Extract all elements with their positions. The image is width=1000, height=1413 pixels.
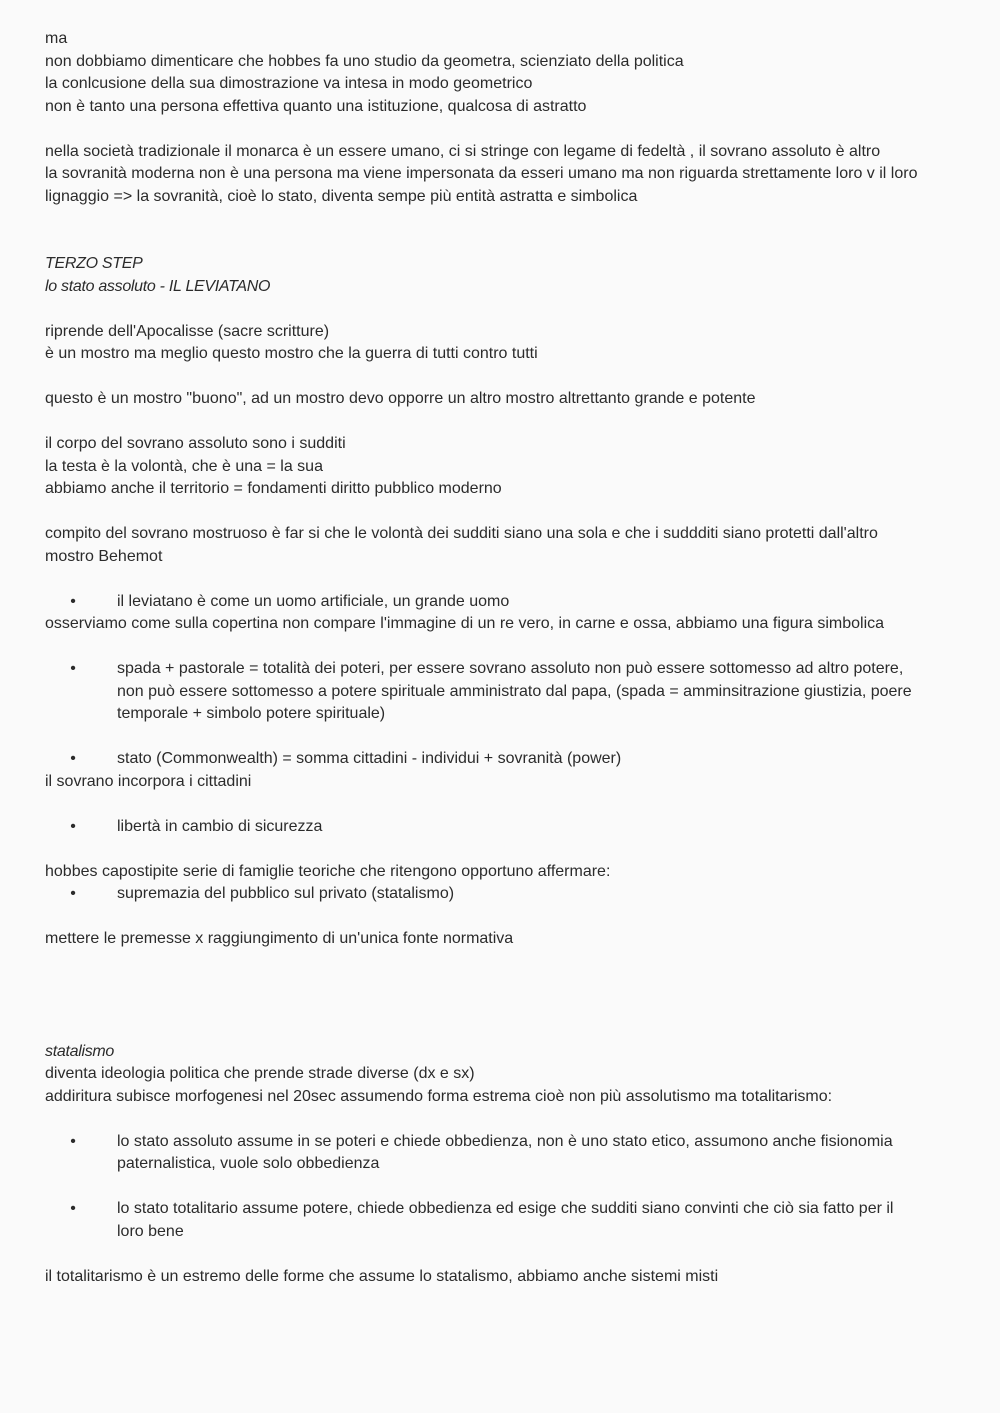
text-line: diventa ideologia politica che prende strade diverse (dx e sx) bbox=[45, 1065, 475, 1082]
spacer bbox=[45, 951, 960, 1041]
spacer bbox=[45, 726, 960, 749]
list-item bbox=[45, 816, 960, 839]
text-line: mettere le premesse x raggiungimento di un'unica fonte normativa bbox=[45, 930, 514, 947]
bullet-icon: • bbox=[70, 592, 76, 610]
list-item-text-line: paternalistica, vuole solo obbedienza bbox=[117, 1155, 380, 1172]
paragraph-corpo-sovrano bbox=[45, 433, 960, 501]
list-item-text-line: loro bene bbox=[117, 1222, 184, 1240]
spacer bbox=[45, 366, 960, 389]
list-item-text-line: non può essere sottomesso a potere spirituale amministrato dal papa, (spada = amminsitrazione giustizia, poere bbox=[117, 682, 912, 700]
bullet-icon: • bbox=[70, 750, 76, 767]
list-item-text: stato (Commonwealth) = somma cittadini - individui + sovranità (power) bbox=[117, 750, 622, 767]
list-item-text-line: temporale + simbolo potere spirituale) bbox=[117, 705, 386, 722]
list-item bbox=[45, 748, 960, 771]
text-line: il sovrano incorpora i cittadini bbox=[45, 772, 252, 790]
bullet-icon: • bbox=[70, 1132, 76, 1150]
list-item-text-line: lo stato totalitario assume potere, chiede obbedienza ed esige che sudditi siano convinti che ciò sia fatto per il bbox=[117, 1200, 894, 1217]
text-line: lignaggio => la sovranità, cioè lo stato, diventa sempe più entità astratta e simbolica bbox=[45, 187, 638, 205]
text-line: è un mostro ma meglio questo mostro che la guerra di tutti contro tutti bbox=[45, 345, 538, 362]
text-line: ma bbox=[45, 30, 68, 47]
spacer bbox=[45, 636, 960, 659]
list-item-text: il leviatano è come un uomo artificiale, un grande uomo bbox=[117, 592, 510, 610]
spacer bbox=[45, 501, 960, 524]
text-line: hobbes capostipite serie di famiglie teoriche che ritengono opportuno affermare: bbox=[45, 862, 611, 880]
text-line: non è tanto una persona effettiva quanto una istituzione, qualcosa di astratto bbox=[45, 97, 587, 115]
spacer bbox=[45, 118, 960, 141]
text-line: addiritura subisce morfogenesi nel 20sec assumendo forma estrema cioè non più assolutismo ma totalitarismo: bbox=[45, 1087, 833, 1105]
text-line: nella società tradizionale il monarca è un essere umano, ci si stringe con legame di fedeltà , il sovrano assoluto è altro bbox=[45, 142, 881, 160]
list-item bbox=[45, 1198, 960, 1243]
spacer bbox=[45, 208, 960, 253]
text-line: il corpo del sovrano assoluto sono i sudditi bbox=[45, 435, 346, 452]
spacer bbox=[45, 568, 960, 591]
document-page bbox=[45, 28, 960, 1288]
text-line: riprende dell'Apocalisse (sacre scritture) bbox=[45, 322, 330, 340]
paragraph-apocalisse bbox=[45, 321, 960, 366]
bullet-icon: • bbox=[70, 885, 76, 902]
spacer bbox=[45, 1243, 960, 1266]
spacer bbox=[45, 838, 960, 861]
spacer bbox=[45, 1108, 960, 1131]
text-line: la sovranità moderna non è una persona ma viene impersonata da esseri umano ma non riguarda strettamente loro v il loro bbox=[45, 165, 918, 182]
section-heading-terzo-step bbox=[45, 253, 960, 298]
spacer bbox=[45, 793, 960, 816]
paragraph-intro bbox=[45, 28, 960, 118]
heading-line: TERZO STEP bbox=[45, 255, 143, 272]
list-item bbox=[45, 658, 960, 726]
text-line: mostro Behemot bbox=[45, 547, 163, 565]
text-line: la testa è la volontà, che è una = la sua bbox=[45, 457, 323, 475]
list-item bbox=[45, 883, 960, 906]
bullet-icon: • bbox=[70, 660, 76, 677]
spacer bbox=[45, 411, 960, 434]
text-line: compito del sovrano mostruoso è far si che le volontà dei sudditi siano una sola e che i suddditi siano protetti dall'altro bbox=[45, 525, 878, 542]
paragraph-ideologia bbox=[45, 1063, 960, 1108]
spacer bbox=[45, 906, 960, 929]
text-line: non dobbiamo dimenticare che hobbes fa uno studio da geometra, scienziato della politica bbox=[45, 52, 684, 70]
paragraph-mostro-buono bbox=[45, 388, 960, 411]
spacer bbox=[45, 1176, 960, 1199]
text-line: la conlcusione della sua dimostrazione va intesa in modo geometrico bbox=[45, 75, 533, 92]
list-item bbox=[45, 1131, 960, 1176]
section-heading-statalismo: statalismo bbox=[45, 1042, 115, 1060]
paragraph-compito bbox=[45, 523, 960, 568]
text-line: il totalitarismo è un estremo delle forme che assume lo statalismo, abbiamo anche sistemi misti bbox=[45, 1267, 719, 1285]
list-item bbox=[45, 591, 960, 614]
list-item-text-line: spada + pastorale = totalità dei poteri, per essere sovrano assoluto non può essere sottomesso ad altro potere, bbox=[117, 660, 904, 677]
bullet-icon: • bbox=[70, 1200, 76, 1217]
text-line: questo è un mostro "buono", ad un mostro devo opporre un altro mostro altrettanto grande e potente bbox=[45, 390, 756, 407]
text-line: osserviamo come sulla copertina non compare l'immagine di un re vero, in carne e ossa, abbiamo una figura simbolica bbox=[45, 615, 885, 632]
list-item-text: libertà in cambio di sicurezza bbox=[117, 817, 323, 835]
bullet-icon: • bbox=[70, 817, 76, 835]
spacer bbox=[45, 298, 960, 321]
paragraph-sovranita bbox=[45, 141, 960, 209]
list-item-text: supremazia del pubblico sul privato (statalismo) bbox=[117, 885, 455, 902]
list-item-text-line: lo stato assoluto assume in se poteri e chiede obbedienza, non è uno stato etico, assumono anche fisionomia bbox=[117, 1132, 893, 1150]
text-line: abbiamo anche il territorio = fondamenti diritto pubblico moderno bbox=[45, 480, 502, 497]
heading-line: lo stato assoluto - IL LEVIATANO bbox=[45, 277, 271, 295]
